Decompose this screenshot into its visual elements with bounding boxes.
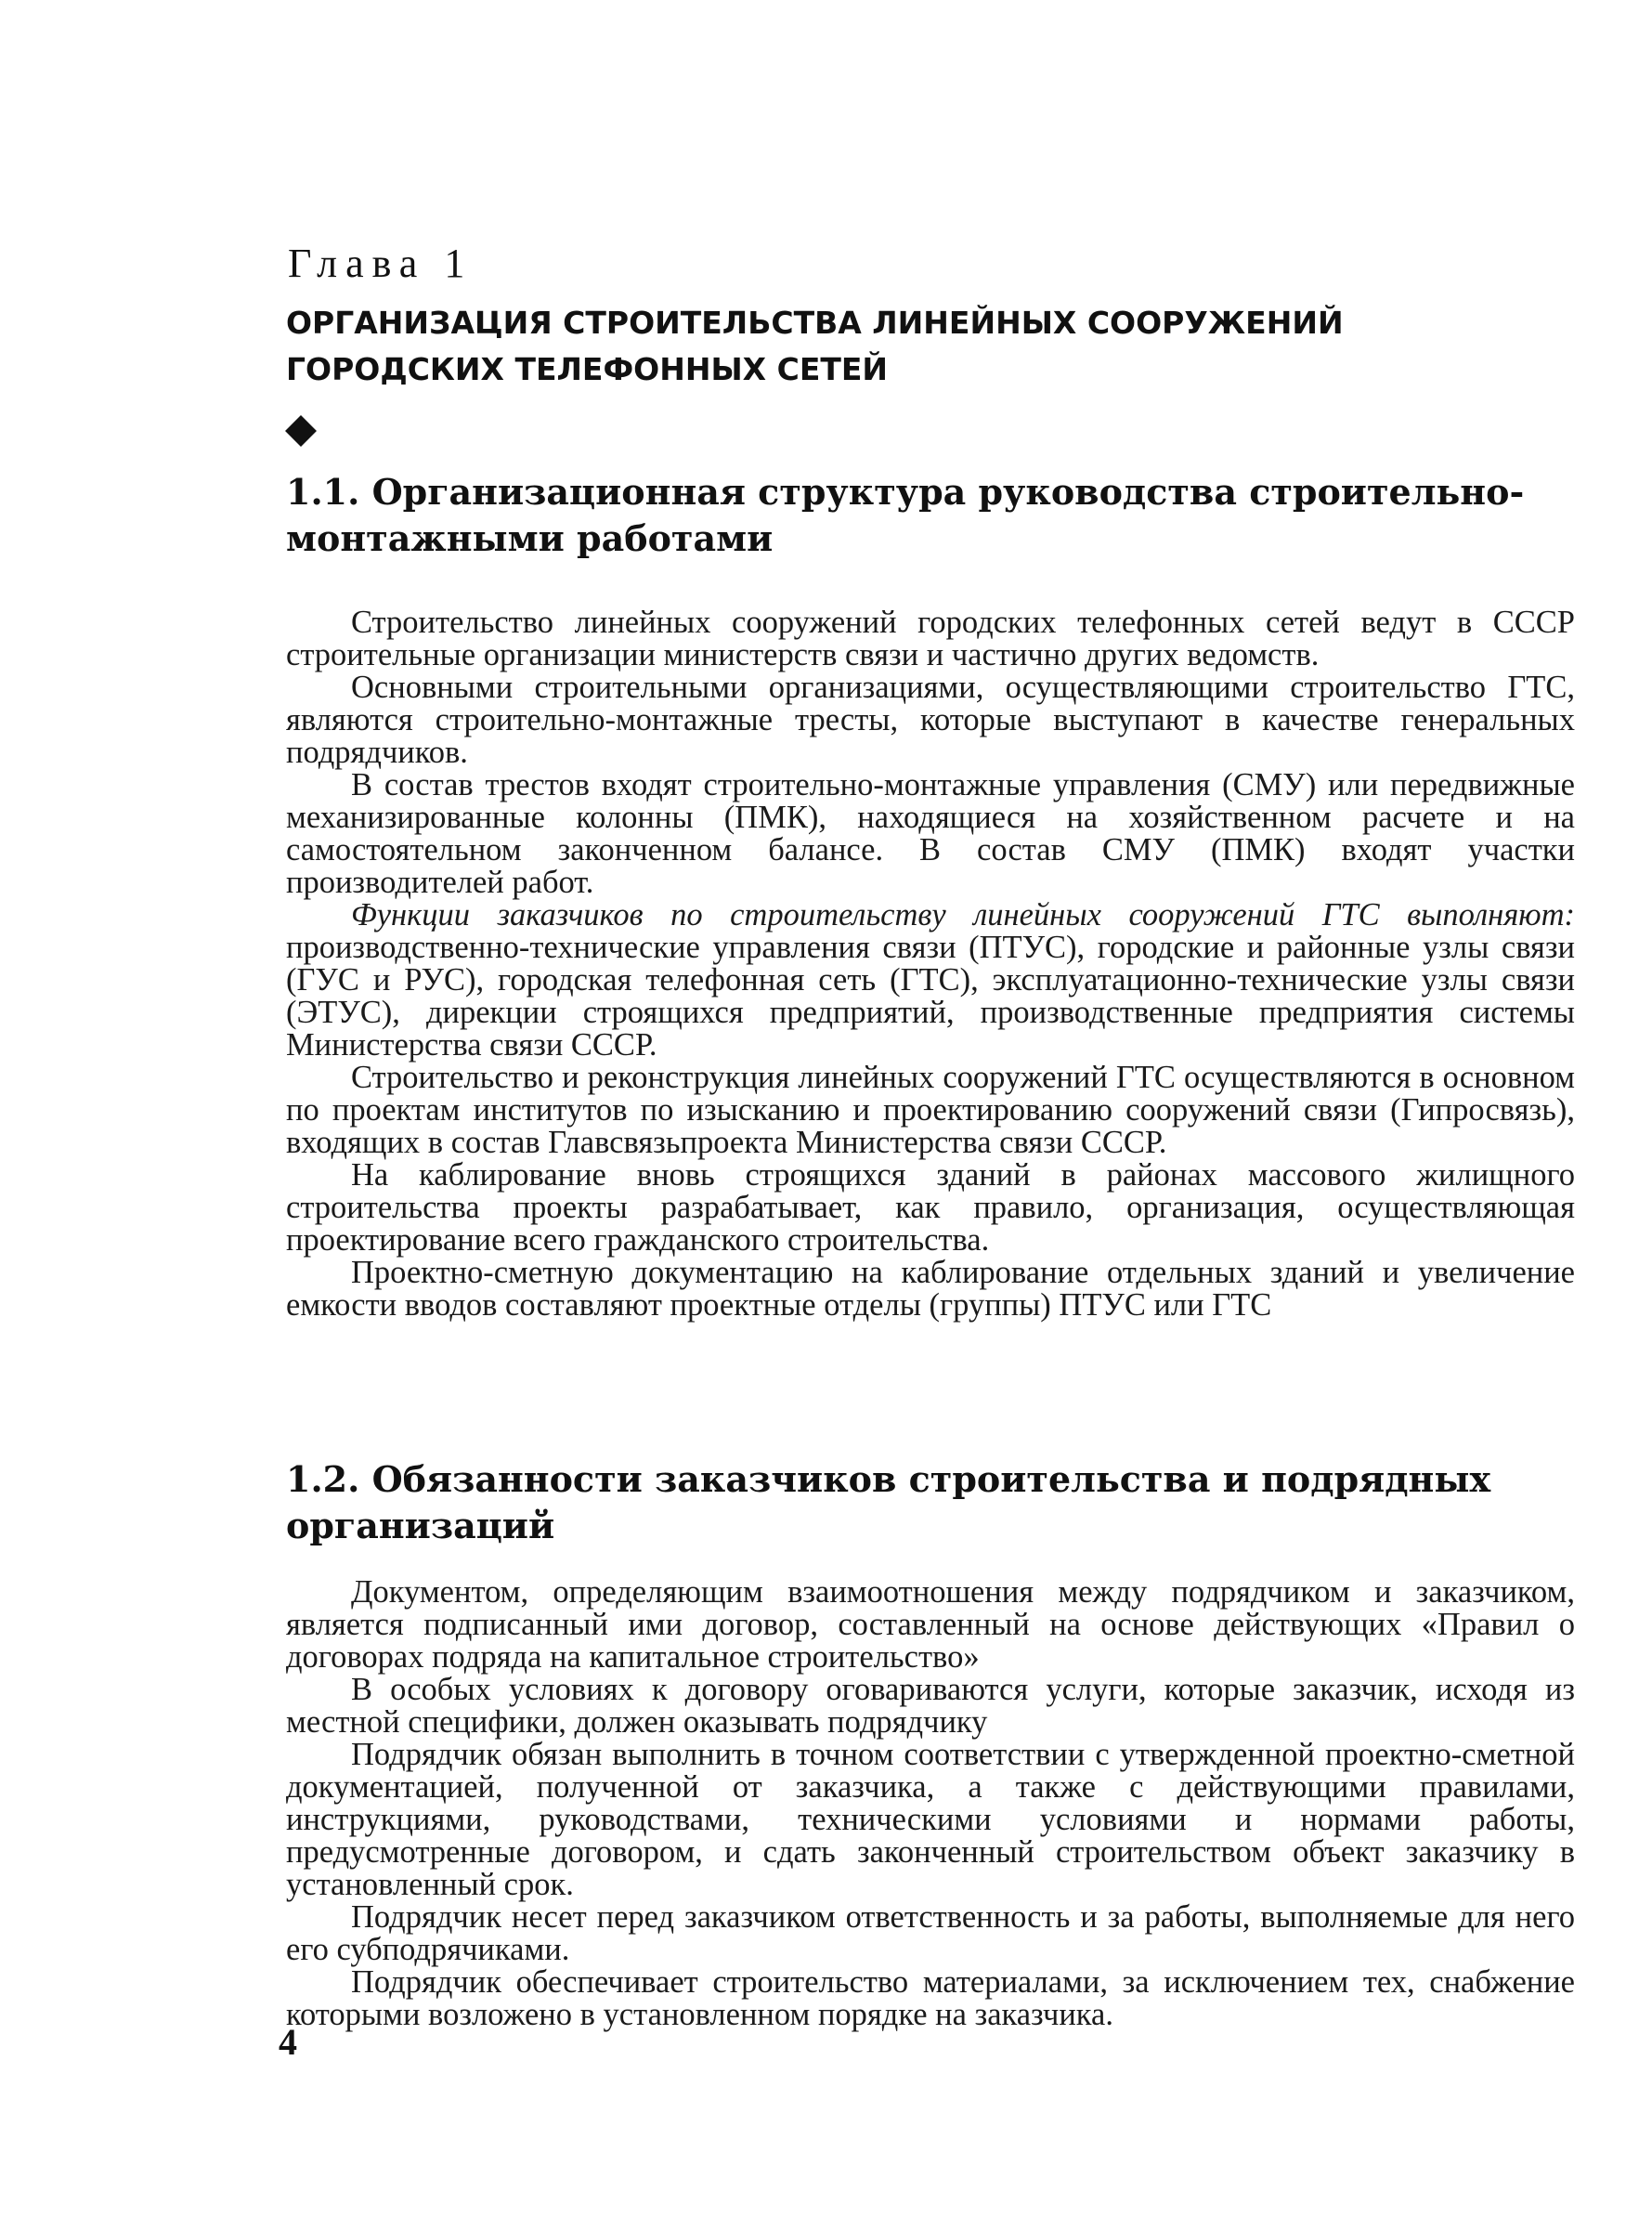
section-heading-line: организаций — [286, 1505, 555, 1546]
paragraph: На каблирование вновь строящихся зданий в районах массового жилищного строительства проекты разрабатывает, как правило, организация, осуществляющая проектирование всего гражданского строительства. — [286, 1157, 1575, 1258]
paragraph: Строительство и реконструкция линейных сооружений ГТС осуществляются в основном по проектам институтов по изысканию и проектированию сооружений связи (Гипросвязь), входящих в состав Главсвязьпроекта Министерства связи СССР. — [286, 1060, 1575, 1160]
section-2-heading — [286, 1456, 1586, 1549]
section-heading-line: 1.1. Организационная структура руководства строительно- — [286, 471, 1525, 513]
paragraph: В особых условиях к договору оговариваются услуги, которые заказчик, исходя из местной специфики, должен оказывать подрядчику — [286, 1672, 1575, 1740]
paragraph: Подрядчик несет перед заказчиком ответственность и за работы, выполняемые для него его субподрячиками. — [286, 1899, 1575, 1967]
paragraph: Документом, определяющим взаимоотношения между подрядчиком и заказчиком, является подписанный ими договор, составленный на основе действующих «Правил о договорах подряда на капитальное строительство» — [286, 1574, 1575, 1675]
section-heading-line: монтажными работами — [286, 517, 774, 559]
section-2-body — [286, 1576, 1575, 2031]
section-1-body — [286, 606, 1575, 1322]
page-number: 4 — [279, 2021, 297, 2063]
paragraph: Строительство линейных сооружений городских телефонных сетей ведут в СССР строительные организации министерств связи и частично других ведомств. — [286, 605, 1575, 672]
paragraph-functions — [286, 899, 1575, 1062]
section-1-heading — [286, 469, 1586, 562]
section-heading-line: 1.2. Обязанности заказчиков строительства и подрядных — [286, 1458, 1491, 1500]
paragraph: Подрядчик обеспечивает строительство материалами, за исключением тех, снабжение которыми возложено в установленном порядке на заказчика. — [286, 1964, 1575, 2032]
diamond-bullet-icon — [285, 415, 317, 447]
chapter-title-line: ОРГАНИЗАЦИЯ СТРОИТЕЛЬСТВА ЛИНЕЙНЫХ СООРУЖЕНИЙ — [286, 305, 1344, 341]
functions-lead-italic: Функции заказчиков по строительству линейных сооружений ГТС выполняют: — [351, 897, 1575, 932]
paragraph: Подрядчик обязан выполнить в точном соответствии с утвержденной проектно-сметной документацией, полученной от заказчика, а также с действующими правилами, инструкциями, руководствами, техническими условиями и нормами работы, предусмотренные договором, и сдать законченный строительством объект заказчику в установленный срок. — [286, 1737, 1575, 1902]
paragraph: В состав трестов входят строительно-монтажные управления (СМУ) или передвижные механизированные колонны (ПМК), находящиеся на хозяйственном расчете и на самостоятельном законченном балансе. В состав СМУ (ПМК) входят участки производителей работ. — [286, 767, 1575, 900]
functions-rest: производственно-технические управления связи (ПТУС), городские и районные узлы связи (ГУС и РУС), городская телефонная сеть (ГТС), эксплуатационно-технические узлы связи (ЭТУС), дирекции строящихся предприятий, производственные предприятия системы Министерства связи СССР. — [286, 930, 1575, 1063]
chapter-label: Глава 1 — [288, 241, 474, 286]
paragraph: Основными строительными организациями, осуществляющими строительство ГТС, являются строительно-монтажные тресты, которые выступают в качестве генеральных подрядчиков. — [286, 670, 1575, 770]
chapter-title — [286, 300, 1493, 393]
paragraph: Проектно-сметную документацию на каблирование отдельных зданий и увеличение емкости вводов составляют проектные отделы (группы) ПТУС или ГТС — [286, 1255, 1575, 1323]
chapter-title-line: ГОРОДСКИХ ТЕЛЕФОННЫХ СЕТЕЙ — [286, 351, 889, 387]
